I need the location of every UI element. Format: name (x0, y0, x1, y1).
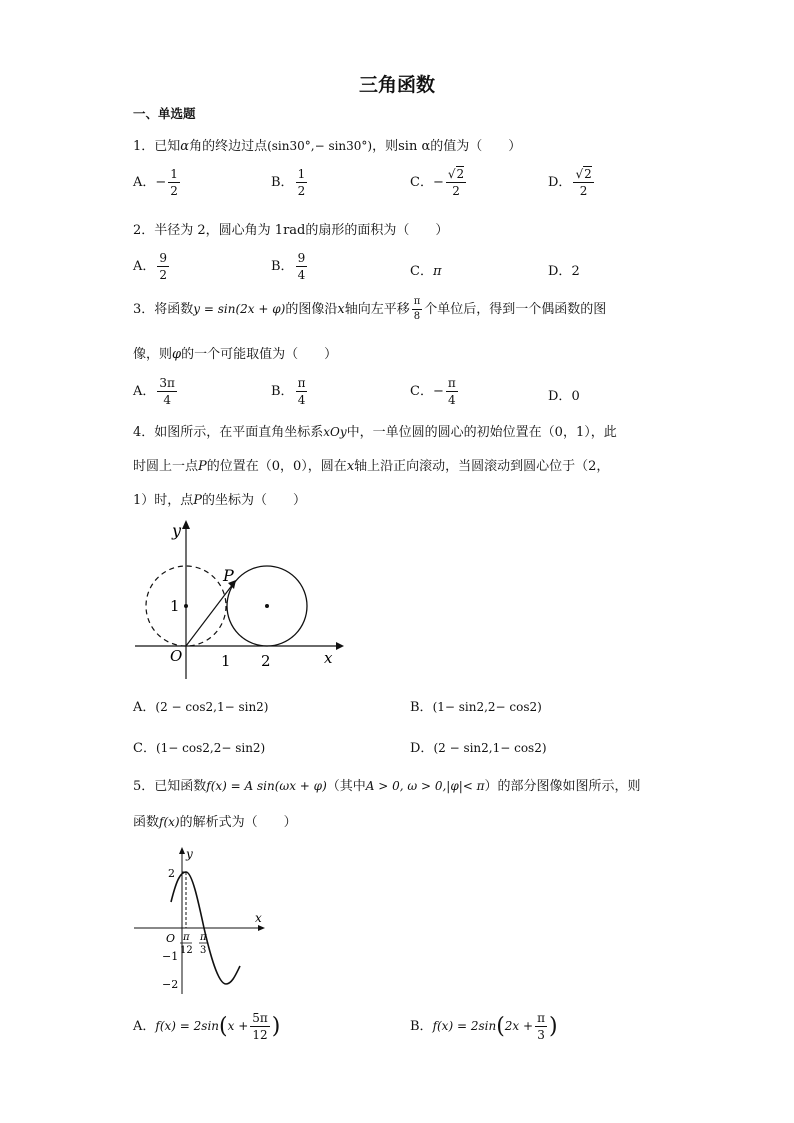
q1-option-b-label: B． (271, 175, 294, 190)
q4-x: x (346, 459, 355, 474)
q1-text-b: 角的终边过点 (189, 139, 268, 154)
q1-option-a-sign: − (155, 175, 167, 190)
q3-option-a-fraction (157, 377, 177, 406)
q1-option-d-den: 2 (579, 184, 588, 198)
q3-line2-a: 像，则 (133, 347, 173, 362)
q3-option-c-den: 4 (447, 393, 456, 407)
q4-tick-1-x: 1 (221, 652, 231, 670)
q4-origin-label: O (170, 647, 183, 665)
question-4-stem-line1 (133, 421, 617, 440)
question-4-stem-line3 (133, 489, 306, 508)
q4-p: P (198, 459, 207, 474)
q3-text-b: 的图像沿 (285, 302, 338, 317)
q1-option-d-num (573, 168, 593, 183)
q4-y-label: y (172, 521, 182, 540)
section-heading: 一、单选题 (133, 106, 196, 121)
q2-option-a-fraction (157, 252, 169, 281)
q2-option-d-value: 2 (571, 264, 580, 279)
q4-tick-2-x: 2 (261, 652, 271, 670)
q4-p-label: P (223, 566, 234, 585)
q4-xoy: xOy (323, 425, 347, 439)
q2-option-a[interactable] (133, 252, 171, 281)
q1-option-c-radicand: 2 (456, 167, 465, 181)
q4-line2-a: 时圆上一点 (133, 459, 199, 474)
q3-option-a[interactable] (133, 377, 179, 406)
q1-option-b-den: 2 (297, 184, 306, 198)
q3-option-c-fraction (446, 377, 458, 406)
q3-shift-den: 8 (413, 311, 421, 322)
q1-option-c[interactable] (410, 168, 468, 197)
q2-option-b-num: 9 (297, 251, 306, 265)
q5-option-a-inner: x + (227, 1019, 249, 1033)
q4-vector-op (186, 584, 233, 646)
q4-option-c[interactable] (133, 737, 265, 756)
q1-alpha: α (180, 139, 190, 154)
q4-option-d[interactable] (410, 737, 547, 756)
q3-option-b-num: π (297, 376, 306, 390)
q1-option-c-num (446, 168, 466, 183)
q4-line1-a: 4．如图所示，在平面直角坐标系 (133, 425, 324, 440)
q3-option-a-num: 3π (159, 376, 175, 390)
q1-option-d-label: D． (548, 175, 572, 190)
q1-option-c-sign: − (432, 175, 444, 190)
q4-option-a[interactable] (133, 696, 269, 715)
q5-option-b-fraction (535, 1012, 547, 1041)
q5-line1-c: ）的部分图像如图所示，则 (484, 779, 641, 794)
q4-x-label: x (324, 649, 333, 667)
q1-option-d-radicand: 2 (584, 167, 592, 181)
q2-option-b-label: B． (271, 259, 294, 274)
q3-phi: φ (172, 347, 182, 362)
q1-text-c: ，则 (372, 139, 399, 154)
q5-figure (130, 842, 270, 1000)
q1-option-d[interactable] (548, 168, 596, 197)
q4-line1-b: 中，一单位圆的圆心的初始位置在（0，1），此 (346, 425, 617, 440)
q4-option-c-label: C． (133, 741, 156, 756)
q3-line2-b: 的一个可能取值为（ ） (181, 347, 338, 362)
q5-tick-pi-1: π (183, 932, 190, 943)
question-4-stem-line2 (133, 455, 609, 474)
q5-line1-a: 5．已知函数 (133, 779, 207, 794)
q1-option-a-num: 1 (170, 167, 178, 181)
q1-option-b-fraction (296, 168, 308, 197)
q3-option-b-label: B． (271, 384, 294, 399)
q1-option-c-fraction (446, 168, 466, 197)
q4-figure (130, 515, 345, 685)
q1-option-a-den: 2 (170, 184, 178, 198)
q4-option-d-label: D． (410, 741, 434, 756)
q5-option-a-label: A． (133, 1019, 156, 1034)
q3-option-d-label: D． (548, 389, 572, 404)
q5-option-b-num: π (537, 1011, 545, 1025)
q3-option-a-den: 4 (163, 393, 171, 407)
q4-line3-a: 1）时，点 (133, 493, 194, 508)
q1-point: (sin30°,− sin30°) (267, 139, 373, 153)
question-5-stem-line2 (133, 811, 297, 830)
q3-text-c: 轴向左平移 (344, 302, 410, 317)
q2-option-c-label: C． (410, 264, 433, 279)
q4-p-2: P (193, 493, 203, 508)
q4-option-a-value: (2 − cos2,1− sin2) (155, 700, 269, 714)
q4-option-b[interactable] (410, 696, 542, 715)
q2-option-c[interactable] (410, 260, 442, 279)
q3-text-d: 个单位后，得到一个偶函数的图 (424, 302, 607, 317)
q5-fx: f(x) (159, 815, 180, 829)
q1-option-a[interactable] (133, 168, 182, 197)
q3-option-c-sign: − (432, 384, 444, 399)
q5-option-b-prefix: f(x) = 2sin (432, 1019, 497, 1033)
q5-func: f(x) = A sin(ωx + φ) (206, 779, 327, 793)
q5-option-b-inner: 2x + (504, 1019, 534, 1033)
q5-y-label: y (186, 847, 193, 861)
q3-option-d-value: 0 (571, 389, 580, 404)
q5-origin-label: O (166, 932, 176, 945)
q3-option-b-fraction (296, 377, 308, 406)
q2-option-d[interactable] (548, 260, 580, 279)
q2-option-b-fraction (296, 252, 308, 281)
q1-option-d-fraction (573, 168, 593, 197)
question-3-stem-line1 (133, 297, 606, 322)
question-2-stem: 2．半径为 2，圆心角为 1rad的扇形的面积为（ ） (133, 223, 449, 238)
q4-option-d-value: (2 − sin2,1− cos2) (433, 741, 547, 755)
q3-option-c[interactable] (410, 377, 460, 406)
q1-option-a-fraction (168, 168, 180, 197)
q1-option-b[interactable] (271, 168, 309, 197)
q1-option-b-num: 1 (297, 167, 306, 181)
sqrt-symbol-icon: √ (447, 167, 456, 181)
q5-line1-b: （其中 (326, 779, 366, 794)
q5-x-arrow-icon (258, 925, 265, 931)
q1-text-a: 1．已知 (133, 139, 181, 154)
q5-tick-pi-2: π (200, 932, 207, 943)
q1-sin-alpha: sin α (398, 139, 431, 154)
q3-shift-num: π (412, 297, 423, 310)
q3-option-c-num: π (447, 376, 456, 390)
question-5-stem-line1 (133, 775, 641, 794)
q5-option-a-prefix: f(x) = 2sin (155, 1019, 220, 1033)
q3-text-a: 3．将函数 (133, 302, 194, 317)
q4-option-c-value: (1− cos2,2− sin2) (155, 741, 266, 755)
q4-option-b-value: (1− sin2,2− cos2) (432, 700, 542, 714)
q2-option-a-num: 9 (159, 251, 168, 265)
q5-line2-a: 函数 (133, 815, 160, 830)
q5-option-a-lparen: ( (219, 1014, 228, 1039)
q3-shift-fraction (412, 297, 423, 322)
question-3-stem-line2 (133, 343, 337, 362)
q5-condition: A > 0, ω > 0,|φ|< π (365, 779, 485, 793)
q3-func: y = sin(2x + φ) (193, 302, 286, 316)
q5-tick-12: 12 (180, 945, 193, 956)
q5-option-a[interactable] (133, 1012, 280, 1041)
q5-option-b-rparen: ) (548, 1014, 558, 1039)
q5-option-b-den: 3 (537, 1028, 545, 1042)
q4-rolled-center (265, 604, 269, 608)
q5-line2-b: 的解析式为（ ） (179, 815, 297, 830)
q5-option-a-den: 12 (252, 1028, 268, 1042)
q2-option-a-label: A． (133, 259, 156, 274)
page-title: 三角函数 (358, 74, 435, 96)
question-1-stem (133, 135, 521, 154)
q4-y-arrow-icon (182, 520, 190, 529)
q4-line2-c: 轴上沿正向滚动，当圆滚动到圆心位于（2， (354, 459, 610, 474)
q5-option-a-rparen: ) (271, 1014, 281, 1039)
q5-option-a-num: 5π (252, 1011, 268, 1025)
q5-tick-m2: −2 (162, 978, 179, 991)
q4-option-b-label: B． (410, 700, 433, 715)
q2-option-b[interactable] (271, 252, 309, 281)
q5-x-label: x (255, 911, 262, 925)
q2-option-b-den: 4 (297, 268, 306, 282)
q3-x: x (337, 302, 345, 317)
q2-option-a-den: 2 (159, 268, 168, 282)
q3-option-a-label: A． (133, 384, 156, 399)
q2-option-d-label: D． (548, 264, 572, 279)
q5-option-b[interactable] (410, 1012, 558, 1041)
q4-option-a-label: A． (133, 700, 156, 715)
q2-option-c-value: π (432, 264, 442, 279)
q5-tick-2: 2 (168, 867, 175, 880)
q5-tick-3: 3 (200, 945, 207, 956)
q4-line3-b: 的坐标为（ ） (202, 493, 307, 508)
q5-option-b-label: B． (410, 1019, 433, 1034)
sqrt-symbol-icon: √ (575, 167, 584, 181)
q4-x-arrow-icon (336, 642, 344, 650)
q3-option-c-label: C． (410, 384, 433, 399)
q5-y-arrow-icon (179, 847, 185, 854)
q4-initial-center (184, 604, 188, 608)
q3-option-b[interactable] (271, 377, 309, 406)
q1-text-d: 的值为（ ） (430, 139, 522, 154)
q1-option-a-label: A． (133, 175, 156, 190)
q4-tick-1-y: 1 (170, 597, 180, 615)
q4-line2-b: 的位置在（0，0），圆在 (206, 459, 347, 474)
q1-option-c-label: C． (410, 175, 433, 190)
q5-option-b-lparen: ( (496, 1014, 505, 1039)
q3-option-d[interactable] (548, 385, 580, 404)
q5-tick-m1: −1 (162, 950, 179, 963)
q1-option-c-den: 2 (452, 184, 460, 198)
q3-option-b-den: 4 (297, 393, 306, 407)
q5-option-a-fraction (250, 1012, 270, 1041)
